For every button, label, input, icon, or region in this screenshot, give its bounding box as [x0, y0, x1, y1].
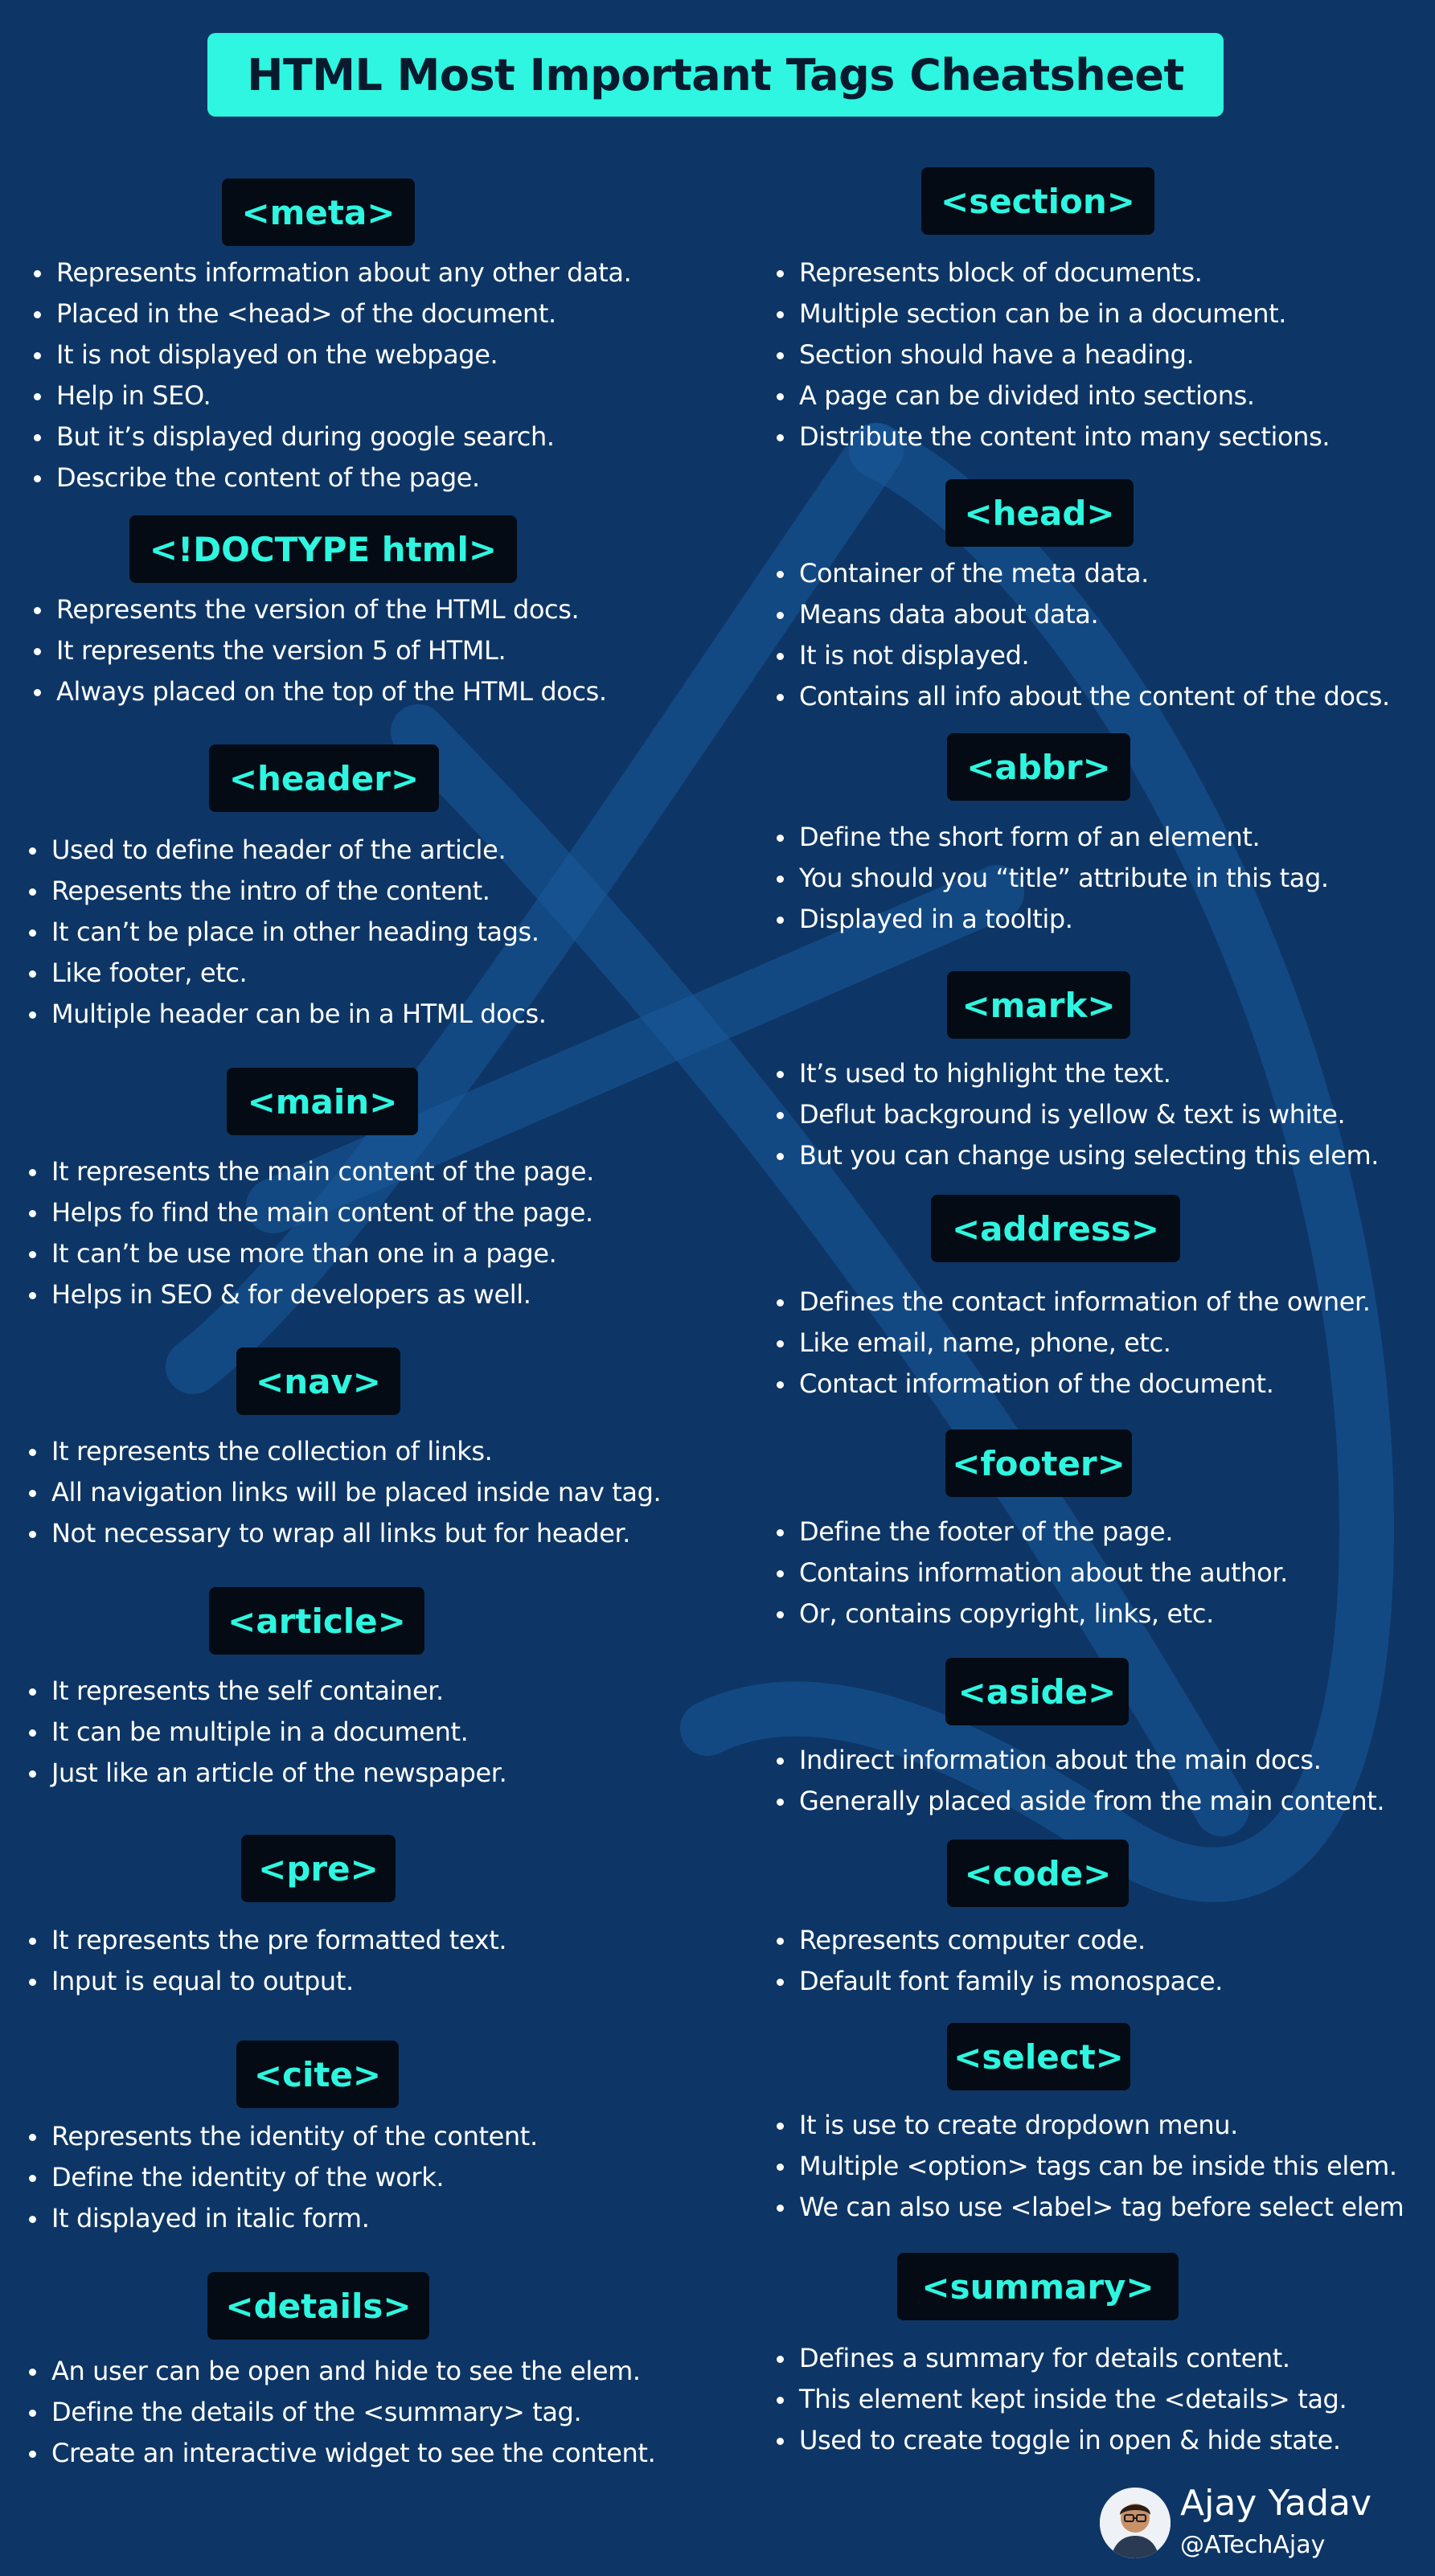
tag-label: <head> [945, 479, 1134, 547]
list-item: Like footer, etc. [27, 953, 547, 994]
list-item: Contact information of the document. [775, 1364, 1371, 1405]
list-item: It can’t be use more than one in a page. [27, 1233, 594, 1274]
tag-label: <abbr> [947, 733, 1130, 801]
list-item: Default font family is monospace. [775, 1961, 1223, 2002]
list-item: Used to create toggle in open & hide state. [775, 2420, 1347, 2461]
page-title: HTML Most Important Tags Cheatsheet [247, 49, 1184, 100]
list-item: Not necessary to wrap all links but for header. [27, 1513, 661, 1554]
list-item: Helps in SEO & for developers as well. [27, 1274, 594, 1315]
list-item: Or, contains copyright, links, etc. [775, 1594, 1288, 1635]
author-handle: @ATechAjay [1180, 2531, 1326, 2559]
tag-label: <footer> [945, 1430, 1132, 1497]
tag-label: <select> [947, 2023, 1130, 2090]
tag-label: <details> [207, 2272, 429, 2340]
list-item: It is not displayed. [775, 635, 1390, 676]
list-item: It is not displayed on the webpage. [32, 334, 631, 375]
list-item: Indirect information about the main docs. [775, 1740, 1384, 1781]
title-banner [207, 33, 1224, 117]
list-item: Multiple header can be in a HTML docs. [27, 994, 547, 1035]
list-item: Multiple <option> tags can be inside this elem. [775, 2146, 1404, 2187]
list-item: Defines the contact information of the owner. [775, 1282, 1371, 1323]
author-name: Ajay Yadav [1180, 2483, 1372, 2524]
tag-label: <meta> [222, 178, 415, 246]
author-credit [1100, 2483, 1421, 2563]
point-list [775, 817, 1329, 940]
list-item: Represents computer code. [775, 1920, 1223, 1961]
list-item: It represents the version 5 of HTML. [32, 630, 607, 671]
list-item: Help in SEO. [32, 375, 631, 416]
tag-label: <section> [921, 167, 1154, 235]
point-list [27, 1431, 661, 1554]
list-item: An user can be open and hide to see the elem. [27, 2351, 655, 2392]
tag-label: <!DOCTYPE html> [129, 515, 517, 583]
list-item: Define the details of the <summary> tag. [27, 2392, 655, 2433]
list-item: Input is equal to output. [27, 1961, 506, 2002]
list-item: Describe the content of the page. [32, 457, 631, 498]
list-item: Like email, name, phone, etc. [775, 1323, 1371, 1364]
list-item: Container of the meta data. [775, 553, 1390, 594]
list-item: Deflut background is yellow & text is white. [775, 1094, 1379, 1135]
list-item: Contains all info about the content of the docs. [775, 676, 1390, 717]
tag-label: <mark> [947, 971, 1130, 1039]
list-item: Displayed in a tooltip. [775, 899, 1329, 940]
list-item: Section should have a heading. [775, 334, 1330, 375]
list-item: A page can be divided into sections. [775, 375, 1330, 416]
list-item: Placed in the <head> of the document. [32, 293, 631, 334]
list-item: It’s used to highlight the text. [775, 1053, 1379, 1094]
list-item: Represents block of documents. [775, 252, 1330, 293]
list-item: Create an interactive widget to see the content. [27, 2433, 655, 2474]
point-list [775, 1920, 1223, 2002]
tag-label: <main> [227, 1068, 418, 1135]
list-item: Means data about data. [775, 594, 1390, 635]
list-item: It is use to create dropdown menu. [775, 2105, 1404, 2146]
list-item: All navigation links will be placed inside nav tag. [27, 1472, 661, 1513]
list-item: It can be multiple in a document. [27, 1712, 506, 1753]
list-item: Multiple section can be in a document. [775, 293, 1330, 334]
tag-label: <pre> [241, 1835, 396, 1902]
list-item: Define the footer of the page. [775, 1512, 1288, 1553]
point-list [775, 1740, 1384, 1822]
point-list [775, 553, 1390, 717]
tag-label: <aside> [945, 1658, 1129, 1725]
list-item: We can also use <label> tag before select elem [775, 2187, 1404, 2228]
point-list [27, 830, 547, 1035]
list-item: Contains information about the author. [775, 1553, 1288, 1594]
list-item: You should you “title” attribute in this tag. [775, 858, 1329, 899]
list-item: Used to define header of the article. [27, 830, 547, 871]
point-list [775, 2338, 1347, 2461]
list-item: It represents the main content of the page. [27, 1151, 594, 1192]
list-item: It can’t be place in other heading tags. [27, 912, 547, 953]
point-list [27, 2116, 538, 2239]
list-item: Represents the version of the HTML docs. [32, 589, 607, 630]
point-list [775, 252, 1330, 457]
list-item: But it’s displayed during google search. [32, 416, 631, 457]
list-item: Represents information about any other data. [32, 252, 631, 293]
list-item: It represents the pre formatted text. [27, 1920, 506, 1961]
tag-label: <code> [947, 1840, 1129, 1907]
list-item: Helps fo find the main content of the page. [27, 1192, 594, 1233]
point-list [27, 1920, 506, 2002]
list-item: Define the identity of the work. [27, 2157, 538, 2198]
point-list [27, 2351, 655, 2474]
list-item: Represents the identity of the content. [27, 2116, 538, 2157]
point-list [32, 589, 607, 712]
tag-label: <address> [931, 1195, 1180, 1262]
tag-label: <summary> [897, 2253, 1179, 2320]
list-item: It displayed in italic form. [27, 2198, 538, 2239]
list-item: Distribute the content into many sections. [775, 416, 1330, 457]
list-item: Generally placed aside from the main content. [775, 1781, 1384, 1822]
point-list [27, 1671, 506, 1794]
list-item: It represents the collection of links. [27, 1431, 661, 1472]
list-item: It represents the self container. [27, 1671, 506, 1712]
point-list [775, 1053, 1379, 1176]
tag-label: <article> [209, 1587, 424, 1655]
tag-label: <header> [209, 744, 439, 812]
point-list [775, 1512, 1288, 1635]
point-list [775, 1282, 1371, 1405]
point-list [32, 252, 631, 498]
list-item: Always placed on the top of the HTML docs. [32, 671, 607, 712]
list-item: Repesents the intro of the content. [27, 871, 547, 912]
tag-label: <cite> [236, 2041, 399, 2108]
person-avatar-icon [1100, 2488, 1171, 2558]
list-item: But you can change using selecting this elem. [775, 1135, 1379, 1176]
list-item: Defines a summary for details content. [775, 2338, 1347, 2379]
point-list [775, 2105, 1404, 2228]
point-list [27, 1151, 594, 1315]
list-item: Just like an article of the newspaper. [27, 1753, 506, 1794]
tag-label: <nav> [236, 1347, 400, 1415]
list-item: Define the short form of an element. [775, 817, 1329, 858]
list-item: This element kept inside the <details> tag. [775, 2379, 1347, 2420]
